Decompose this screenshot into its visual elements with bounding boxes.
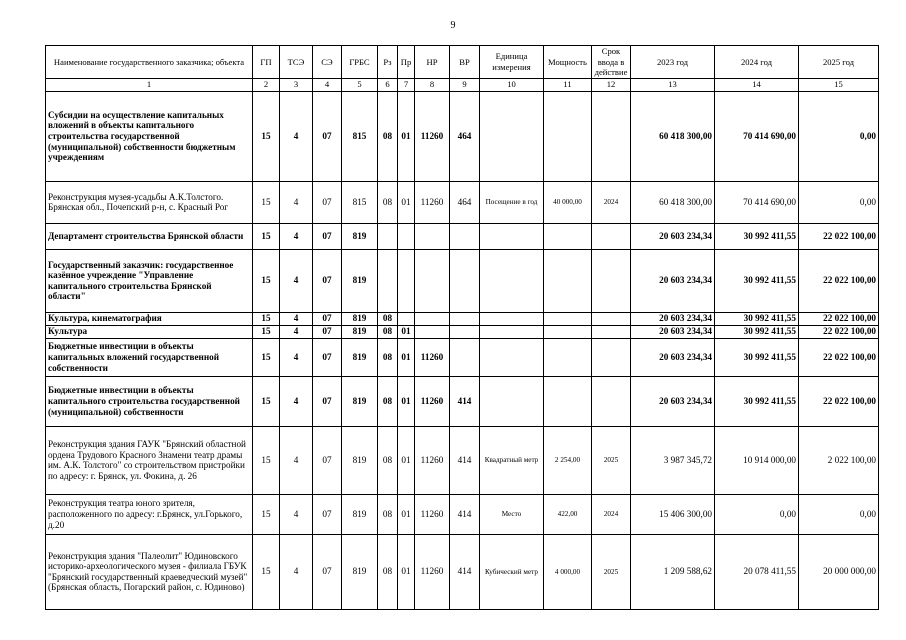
column-number: 7 [398,78,415,91]
se-cell: 07 [313,223,342,249]
amount-2025-cell: 22 022 100,00 [799,338,879,376]
object-name-cell: Культура, кинематография [46,312,253,325]
vr-cell: 464 [450,91,480,181]
pr-cell: 01 [398,376,415,426]
nr-cell [415,325,450,338]
amount-2023-cell: 20 603 234,34 [631,223,715,249]
grbs-cell: 819 [342,223,378,249]
column-number: 1 [46,78,253,91]
pr-cell: 01 [398,426,415,494]
column-number: 8 [415,78,450,91]
rz-cell: 08 [378,534,398,609]
unit-cell [480,338,544,376]
unit-cell: Кубический метр [480,534,544,609]
se-cell: 07 [313,426,342,494]
amount-2025-cell: 0,00 [799,181,879,223]
amount-2023-cell: 20 603 234,34 [631,338,715,376]
header-year-2023: 2023 год [631,46,715,79]
amount-2025-cell: 22 022 100,00 [799,325,879,338]
amount-2025-cell: 22 022 100,00 [799,312,879,325]
capacity-cell [544,249,592,312]
header-customer-object: Наименование государственного заказчика; объекта [46,46,253,79]
gp-cell: 15 [253,338,280,376]
column-number: 13 [631,78,715,91]
pr-cell [398,312,415,325]
column-number: 5 [342,78,378,91]
nr-cell: 11260 [415,534,450,609]
header-pr: Пр [398,46,415,79]
nr-cell [415,249,450,312]
header-capacity: Мощность [544,46,592,79]
rz-cell: 08 [378,338,398,376]
nr-cell: 11260 [415,376,450,426]
header-rz: Рз [378,46,398,79]
nr-cell: 11260 [415,338,450,376]
tse-cell: 4 [280,249,313,312]
tse-cell: 4 [280,338,313,376]
table-row [46,534,879,609]
amount-2023-cell: 60 418 300,00 [631,181,715,223]
vr-cell [450,249,480,312]
object-name-cell: Реконструкция музея-усадьбы А.К.Толстого. Брянская обл., Почепский р-н, с. Красный Рог [46,181,253,223]
pr-cell: 01 [398,534,415,609]
capacity-cell [544,312,592,325]
amount-2023-cell: 20 603 234,34 [631,312,715,325]
amount-2024-cell: 70 414 690,00 [715,91,799,181]
pr-cell [398,249,415,312]
capacity-cell [544,325,592,338]
amount-2024-cell: 30 992 411,55 [715,338,799,376]
commissioning-cell: 2024 [592,181,631,223]
commissioning-cell [592,338,631,376]
amount-2024-cell: 70 414 690,00 [715,181,799,223]
amount-2023-cell: 3 987 345,72 [631,426,715,494]
vr-cell: 414 [450,426,480,494]
commissioning-cell [592,223,631,249]
pr-cell: 01 [398,325,415,338]
grbs-cell: 819 [342,426,378,494]
table-row [46,376,879,426]
column-number: 12 [592,78,631,91]
object-name-cell: Бюджетные инвестиции в объекты капитальных вложений государственной собственности [46,338,253,376]
tse-cell: 4 [280,312,313,325]
table-body [46,91,879,609]
vr-cell [450,325,480,338]
capacity-cell: 422,00 [544,494,592,534]
capacity-cell [544,91,592,181]
amount-2023-cell: 60 418 300,00 [631,91,715,181]
rz-cell: 08 [378,494,398,534]
unit-cell [480,325,544,338]
table-header-row [46,46,879,79]
table-row [46,181,879,223]
vr-cell [450,223,480,249]
amount-2023-cell: 20 603 234,34 [631,249,715,312]
capacity-cell: 2 254,00 [544,426,592,494]
nr-cell: 11260 [415,181,450,223]
rz-cell [378,223,398,249]
nr-cell: 11260 [415,426,450,494]
gp-cell: 15 [253,494,280,534]
tse-cell: 4 [280,376,313,426]
gp-cell: 15 [253,223,280,249]
tse-cell: 4 [280,325,313,338]
amount-2024-cell: 30 992 411,55 [715,312,799,325]
amount-2025-cell: 22 022 100,00 [799,376,879,426]
pr-cell: 01 [398,494,415,534]
grbs-cell: 819 [342,534,378,609]
header-nr: НР [415,46,450,79]
nr-cell [415,223,450,249]
object-name-cell: Департамент строительства Брянской области [46,223,253,249]
vr-cell: 414 [450,494,480,534]
amount-2024-cell: 30 992 411,55 [715,325,799,338]
commissioning-cell [592,376,631,426]
rz-cell: 08 [378,376,398,426]
se-cell: 07 [313,312,342,325]
object-name-cell: Реконструкция здания ГАУК "Брянский областной ордена Трудового Красного Знамени театр драмы им. А.К. Толстого" со строительством пристройки по адресу: г. Брянск, ул. Фокина, д. 26 [46,426,253,494]
table-row [46,249,879,312]
table-row [46,91,879,181]
grbs-cell: 819 [342,338,378,376]
table-row [46,338,879,376]
commissioning-cell: 2025 [592,534,631,609]
object-name-cell: Государственный заказчик: государственное казённое учреждение "Управление капитального строительства Брянской области" [46,249,253,312]
rz-cell [378,249,398,312]
commissioning-cell [592,249,631,312]
unit-cell: Место [480,494,544,534]
pr-cell: 01 [398,181,415,223]
amount-2023-cell: 20 603 234,34 [631,325,715,338]
grbs-cell: 819 [342,494,378,534]
header-commissioning: Срок ввода в действие [592,46,631,79]
pr-cell: 01 [398,91,415,181]
unit-cell [480,376,544,426]
object-name-cell: Субсидии на осуществление капитальных вложений в объекты капитального строительства государственной (муниципальной) собственности бюджетным учреждениям [46,91,253,181]
table-row [46,223,879,249]
grbs-cell: 815 [342,91,378,181]
amount-2023-cell: 15 406 300,00 [631,494,715,534]
capacity-cell [544,376,592,426]
amount-2024-cell: 10 914 000,00 [715,426,799,494]
column-number: 9 [450,78,480,91]
se-cell: 07 [313,249,342,312]
amount-2025-cell: 22 022 100,00 [799,249,879,312]
vr-cell: 414 [450,376,480,426]
amount-2024-cell: 30 992 411,55 [715,223,799,249]
vr-cell: 414 [450,534,480,609]
gp-cell: 15 [253,312,280,325]
gp-cell: 15 [253,534,280,609]
amount-2025-cell: 0,00 [799,91,879,181]
amount-2025-cell: 2 022 100,00 [799,426,879,494]
commissioning-cell [592,312,631,325]
page-number: 9 [450,20,456,31]
se-cell: 07 [313,91,342,181]
object-name-cell: Бюджетные инвестиции в объекты капитального строительства государственной (муниципальной) собственности [46,376,253,426]
gp-cell: 15 [253,181,280,223]
unit-cell [480,312,544,325]
column-number: 15 [799,78,879,91]
vr-cell [450,312,480,325]
gp-cell: 15 [253,325,280,338]
header-grbs: ГРБС [342,46,378,79]
header-year-2025: 2025 год [799,46,879,79]
capacity-cell [544,223,592,249]
rz-cell: 08 [378,325,398,338]
header-unit: Единица измерения [480,46,544,79]
se-cell: 07 [313,534,342,609]
tse-cell: 4 [280,426,313,494]
tse-cell: 4 [280,91,313,181]
object-name-cell: Культура [46,325,253,338]
unit-cell: Квадратный метр [480,426,544,494]
grbs-cell: 819 [342,376,378,426]
amount-2025-cell: 20 000 000,00 [799,534,879,609]
rz-cell: 08 [378,312,398,325]
vr-cell [450,338,480,376]
table-row [46,325,879,338]
unit-cell [480,91,544,181]
se-cell: 07 [313,338,342,376]
tse-cell: 4 [280,534,313,609]
rz-cell: 08 [378,91,398,181]
capacity-cell [544,338,592,376]
tse-cell: 4 [280,494,313,534]
amount-2023-cell: 20 603 234,34 [631,376,715,426]
amount-2024-cell: 30 992 411,55 [715,376,799,426]
header-year-2024: 2024 год [715,46,799,79]
amount-2024-cell: 20 078 411,55 [715,534,799,609]
amount-2025-cell: 22 022 100,00 [799,223,879,249]
nr-cell: 11260 [415,494,450,534]
tse-cell: 4 [280,223,313,249]
unit-cell [480,249,544,312]
amount-2024-cell: 0,00 [715,494,799,534]
header-tse: ТСЭ [280,46,313,79]
table-row [46,426,879,494]
column-number: 3 [280,78,313,91]
object-name-cell: Реконструкция здания "Палеолит" Юдиновского историко-археологического музея - филиала ГБУК "Брянский государственный краеведческий музей" (Брянская область, Погарский район, с. Юдиново) [46,534,253,609]
table-row [46,312,879,325]
column-number: 14 [715,78,799,91]
amount-2024-cell: 30 992 411,55 [715,249,799,312]
column-number-row [46,78,879,91]
rz-cell: 08 [378,181,398,223]
grbs-cell: 819 [342,249,378,312]
gp-cell: 15 [253,91,280,181]
amount-2025-cell: 0,00 [799,494,879,534]
grbs-cell: 819 [342,312,378,325]
commissioning-cell [592,325,631,338]
nr-cell: 11260 [415,91,450,181]
gp-cell: 15 [253,426,280,494]
capacity-cell: 40 000,00 [544,181,592,223]
gp-cell: 15 [253,249,280,312]
column-number: 2 [253,78,280,91]
rz-cell: 08 [378,426,398,494]
commissioning-cell [592,91,631,181]
nr-cell [415,312,450,325]
commissioning-cell: 2024 [592,494,631,534]
gp-cell: 15 [253,376,280,426]
se-cell: 07 [313,181,342,223]
capital-investment-table [45,45,879,610]
header-gp: ГП [253,46,280,79]
column-number: 4 [313,78,342,91]
header-se: СЭ [313,46,342,79]
column-number: 10 [480,78,544,91]
header-vr: ВР [450,46,480,79]
object-name-cell: Реконструкция театра юного зрителя, расположенного по адресу: г.Брянск, ул.Горького, д.20 [46,494,253,534]
grbs-cell: 819 [342,325,378,338]
grbs-cell: 815 [342,181,378,223]
unit-cell [480,223,544,249]
pr-cell [398,223,415,249]
column-number: 6 [378,78,398,91]
pr-cell: 01 [398,338,415,376]
tse-cell: 4 [280,181,313,223]
se-cell: 07 [313,494,342,534]
unit-cell: Посещение в год [480,181,544,223]
table-row [46,494,879,534]
se-cell: 07 [313,325,342,338]
capacity-cell: 4 000,00 [544,534,592,609]
commissioning-cell: 2025 [592,426,631,494]
amount-2023-cell: 1 209 588,62 [631,534,715,609]
se-cell: 07 [313,376,342,426]
vr-cell: 464 [450,181,480,223]
column-number: 11 [544,78,592,91]
